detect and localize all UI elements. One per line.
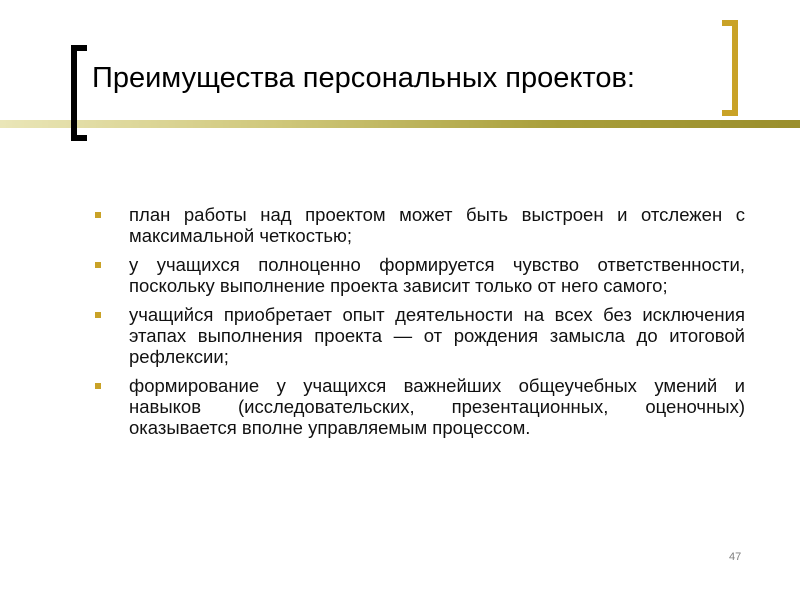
bullet-text: у учащихся полноценно формируется чувство ответственности, поскольку выполнение проекта зависит только от него самого; [129, 254, 745, 296]
bullet-text: план работы над проектом может быть выстроен и отслежен с максимальной четкостью; [129, 204, 745, 246]
slide-title: Преимущества персональных проектов: [92, 62, 635, 94]
bullet-text: учащийся приобретает опыт деятельности на всех без исключения этапах выполнения проекта — от рождения замысла до итоговой рефлексии; [129, 304, 745, 367]
list-item [95, 304, 745, 367]
bullet-list [95, 204, 745, 446]
square-bullet-icon [95, 312, 101, 318]
square-bullet-icon [95, 262, 101, 268]
list-item [95, 375, 745, 438]
right-bracket-decoration [722, 20, 738, 116]
title-underline [0, 120, 800, 128]
square-bullet-icon [95, 212, 101, 218]
square-bullet-icon [95, 383, 101, 389]
bullet-text: формирование у учащихся важнейших общеучебных умений и навыков (исследовательских, презентационных, оценочных) оказывается вполне управляемым процессом. [129, 375, 745, 438]
list-item [95, 204, 745, 246]
left-bracket-decoration [71, 45, 87, 141]
page-number: 47 [729, 551, 742, 563]
list-item [95, 254, 745, 296]
